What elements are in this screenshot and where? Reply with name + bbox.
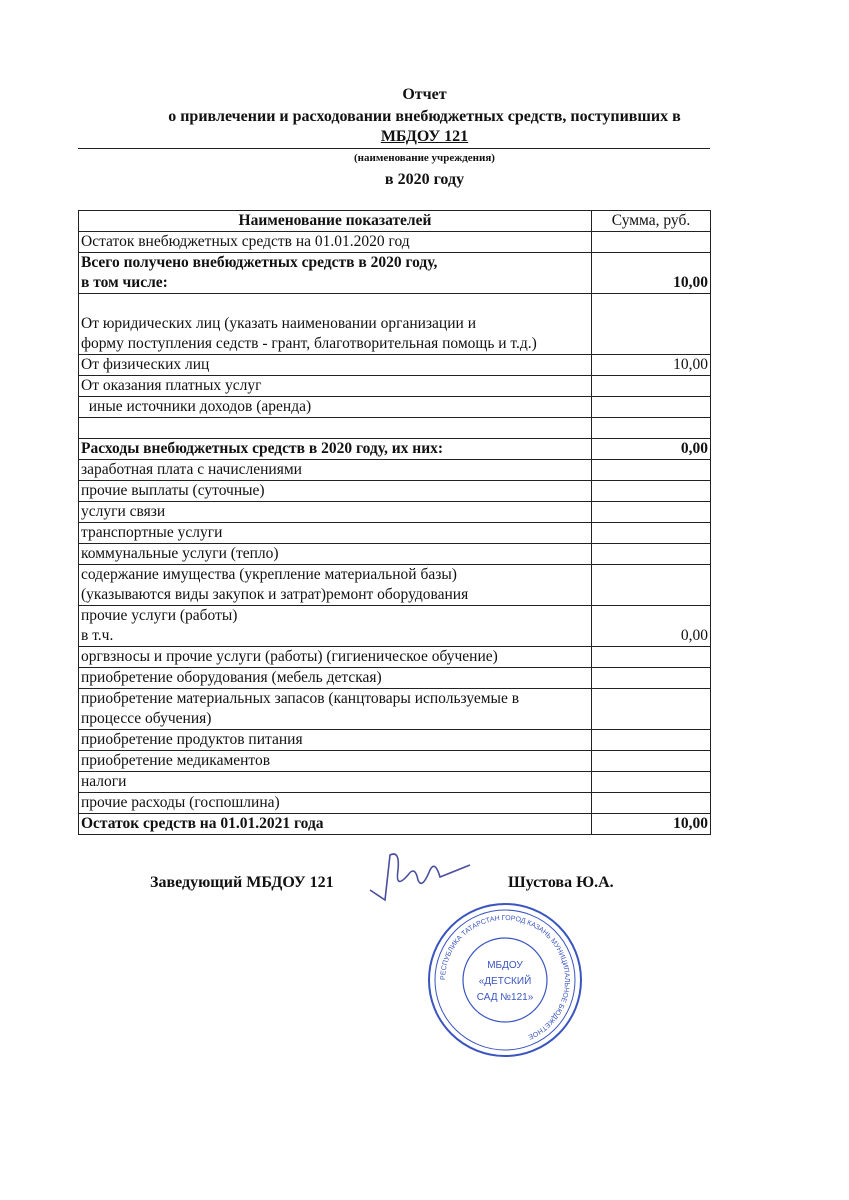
row-label-line: приобретение медикаментов xyxy=(81,752,271,769)
table-header-row xyxy=(79,211,711,232)
row-label-line: прочие выплаты (суточные) xyxy=(81,482,265,499)
table-row xyxy=(79,523,711,544)
row-label-line: Всего получено внебюджетных средств в 2020 году, xyxy=(81,254,438,271)
row-label-line: транспортные услуги xyxy=(81,524,223,541)
institution-caption: (наименование учреждения) xyxy=(354,152,495,164)
row-value xyxy=(592,772,711,793)
row-label-line: коммунальные услуги (тепло) xyxy=(81,545,279,562)
row-value xyxy=(592,544,711,565)
row-label-line: Расходы внебюджетных средств в 2020 году, их них: xyxy=(81,440,444,457)
table-row xyxy=(79,606,711,647)
institution-stamp xyxy=(425,900,585,1060)
row-label xyxy=(79,523,592,544)
row-label-line: От физических лиц xyxy=(81,356,210,373)
table-row xyxy=(79,565,711,606)
row-label xyxy=(79,253,592,294)
row-value xyxy=(592,668,711,689)
row-label-line: заработная плата с начислениями xyxy=(81,461,302,478)
row-value xyxy=(592,376,711,397)
row-value xyxy=(592,418,711,439)
table-row xyxy=(79,376,711,397)
svg-text:МБДОУ: МБДОУ xyxy=(487,960,523,971)
row-label xyxy=(79,606,592,647)
row-label-line: прочие расходы (госпошлина) xyxy=(81,794,280,811)
table-row xyxy=(79,772,711,793)
row-label-line: налоги xyxy=(81,773,127,790)
row-label-line: приобретение продуктов питания xyxy=(81,731,303,748)
row-value xyxy=(592,751,711,772)
row-value: 10,00 xyxy=(592,253,711,294)
row-label-line: приобретение оборудования (мебель детская) xyxy=(81,669,382,686)
row-label-line: От оказания платных услуг xyxy=(81,377,262,394)
row-label xyxy=(79,460,592,481)
row-label xyxy=(79,814,592,835)
row-label xyxy=(79,544,592,565)
row-label xyxy=(79,418,592,439)
row-value: 10,00 xyxy=(592,814,711,835)
row-label-line: иные источники доходов (аренда) xyxy=(81,398,312,415)
table-row xyxy=(79,355,711,376)
table-row xyxy=(79,647,711,668)
institution-name: МБДОУ 121 xyxy=(380,128,469,145)
row-label xyxy=(79,730,592,751)
row-label-line: процессе обучения) xyxy=(81,710,212,727)
table-row xyxy=(79,460,711,481)
row-label-line: форму поступления седств - грант, благотворительная помощь и т.д.) xyxy=(81,335,537,352)
row-label-line: оргвзносы и прочие услуги (работы) (гигиеническое обучение) xyxy=(81,648,498,665)
table-row xyxy=(79,814,711,835)
row-label xyxy=(79,668,592,689)
report-year: в 2020 году xyxy=(384,171,465,188)
signatory-role: Заведующий МБДОУ 121 xyxy=(150,874,334,891)
table-row xyxy=(79,232,711,253)
underline-rule xyxy=(78,148,710,149)
row-label xyxy=(79,397,592,418)
column-header-indicator: Наименование показателей xyxy=(79,211,592,232)
table-row xyxy=(79,689,711,730)
row-label xyxy=(79,439,592,460)
table-row xyxy=(79,294,711,355)
row-value xyxy=(592,730,711,751)
row-label xyxy=(79,502,592,523)
table-row xyxy=(79,793,711,814)
row-value xyxy=(592,565,711,606)
row-label xyxy=(79,376,592,397)
column-header-sum: Сумма, руб. xyxy=(592,211,711,232)
row-label-line: Остаток средств на 01.01.2021 года xyxy=(81,815,324,832)
table-row xyxy=(79,418,711,439)
row-label-line xyxy=(81,418,589,438)
row-label-line: содержание имущества (укрепление материальной базы) xyxy=(81,566,457,583)
row-value xyxy=(592,689,711,730)
signatory-name: Шустова Ю.А. xyxy=(508,874,614,891)
table-row xyxy=(79,481,711,502)
table-row xyxy=(79,751,711,772)
row-label-line: услуги связи xyxy=(81,503,166,520)
row-value: 0,00 xyxy=(592,439,711,460)
row-label-line: в т.ч. xyxy=(81,627,114,644)
row-value xyxy=(592,502,711,523)
table-row xyxy=(79,668,711,689)
row-label xyxy=(79,793,592,814)
row-value: 0,00 xyxy=(592,606,711,647)
row-value xyxy=(592,647,711,668)
row-label xyxy=(79,751,592,772)
report-title: Отчет xyxy=(402,86,447,103)
table-row xyxy=(79,544,711,565)
row-value xyxy=(592,294,711,355)
row-label xyxy=(79,647,592,668)
row-label xyxy=(79,689,592,730)
row-label xyxy=(79,294,592,355)
svg-text:РЕСПУБЛИКА ТАТАРСТАН ГОРОД КАЗ: РЕСПУБЛИКА ТАТАРСТАН ГОРОД КАЗАНЬ МУНИЦИПАЛЬНОЕ БЮДЖЕТНОЕ xyxy=(439,914,571,1041)
row-value xyxy=(592,523,711,544)
row-value xyxy=(592,460,711,481)
svg-text:САД №121»: САД №121» xyxy=(476,992,534,1003)
table-row xyxy=(79,502,711,523)
row-label xyxy=(79,232,592,253)
row-label xyxy=(79,355,592,376)
report-subtitle: о привлечении и расходовании внебюджетных средств, поступивших в xyxy=(168,108,681,125)
row-label-line: приобретение материальных запасов (канцтовары используемые в xyxy=(81,690,520,707)
row-label-line: в том числе: xyxy=(81,274,168,291)
row-label-line: (указываются виды закупок и затрат)ремонт оборудования xyxy=(81,586,469,603)
row-label xyxy=(79,772,592,793)
table-row xyxy=(79,439,711,460)
row-label-line: От юридических лиц (указать наименовании организации и xyxy=(81,315,476,332)
table-row xyxy=(79,397,711,418)
row-value xyxy=(592,232,711,253)
row-value xyxy=(592,397,711,418)
row-label-line: прочие услуги (работы) xyxy=(81,607,238,624)
row-value xyxy=(592,481,711,502)
row-label-line: Остаток внебюджетных средств на 01.01.2020 год xyxy=(81,233,410,250)
row-value: 10,00 xyxy=(592,355,711,376)
svg-text:«ДЕТСКИЙ: «ДЕТСКИЙ xyxy=(478,976,532,987)
report-table xyxy=(78,210,711,835)
row-label xyxy=(79,565,592,606)
table-row xyxy=(79,253,711,294)
row-label-line xyxy=(81,294,589,314)
row-label xyxy=(79,481,592,502)
table-row xyxy=(79,730,711,751)
row-value xyxy=(592,793,711,814)
handwritten-signature xyxy=(360,845,480,905)
